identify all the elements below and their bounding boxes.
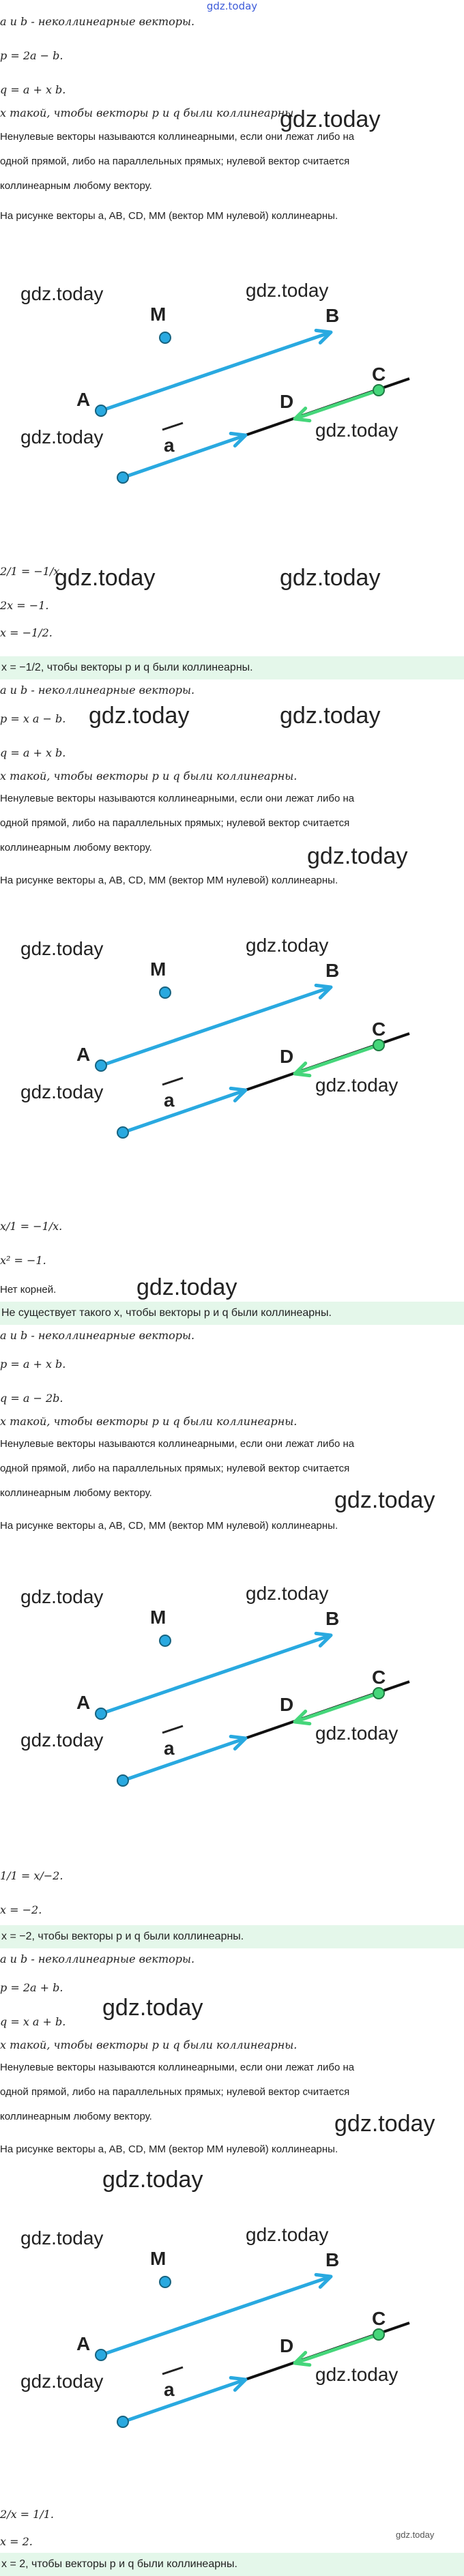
vector-ab-line (101, 987, 331, 1066)
label-d: D (280, 2335, 294, 2356)
vector-figure-1 (0, 259, 464, 573)
p2-definition-1: Ненулевые векторы называются коллинеарными, если они лежат либо на (0, 793, 355, 804)
label-vector-a: a (164, 2379, 175, 2400)
site-title[interactable]: gdz.today (206, 0, 258, 12)
watermark: gdz.today (246, 935, 329, 956)
label-c: C (372, 1019, 386, 1040)
watermark: gdz.today (102, 1995, 203, 2021)
p2-answer: Не существует такого x, чтобы векторы p и q были коллинеарны. (0, 1302, 464, 1325)
label-a: A (76, 1692, 91, 1713)
p1-step-1: 2/1 = −1/x. (0, 565, 63, 578)
p1-picture-note: На рисунке векторы a, AB, CD, MM (вектор MM нулевой) коллинеарны. (0, 210, 338, 222)
watermark: gdz.today (280, 565, 381, 591)
label-vector-a-bar (162, 423, 183, 430)
watermark: gdz.today (396, 2530, 435, 2540)
label-a: A (76, 2333, 91, 2354)
label-c: C (372, 2308, 386, 2329)
point-c (373, 1040, 384, 1051)
p1-definition-2: одной прямой, либо на параллельных прямых; нулевой вектор считается (0, 156, 350, 167)
p4-answer: x = 2, чтобы векторы p и q были коллинеарны. (0, 2553, 464, 2576)
label-m: M (150, 1607, 166, 1628)
p4-step-1: 2/x = 1/1. (0, 2508, 55, 2521)
vector-cd-line (295, 1693, 379, 1722)
watermark: gdz.today (280, 106, 381, 132)
point-c (373, 385, 384, 396)
point-a (96, 1708, 106, 1719)
p3-condition-q: q = a − 2b. (0, 1392, 63, 1405)
p2-picture-note: На рисунке векторы a, AB, CD, MM (вектор MM нулевой) коллинеарны. (0, 875, 338, 886)
p3-answer: x = −2, чтобы векторы p и q были коллинеарны. (0, 1925, 464, 1948)
p3-definition-3: коллинеарным любому вектору. (0, 1487, 152, 1499)
vector-ab-line (101, 2277, 331, 2355)
p4-step-2: x = 2. (0, 2535, 33, 2548)
watermark: gdz.today (20, 1586, 104, 1607)
p4-condition-1: a и b - неколлинеарные векторы. (0, 1952, 195, 1965)
watermark: gdz.today (89, 703, 190, 729)
p4-picture-note: На рисунке векторы a, AB, CD, MM (вектор MM нулевой) коллинеарны. (0, 2143, 338, 2155)
p3-step-2: x = −2. (0, 1903, 42, 1916)
vector-figure-3 (0, 1562, 464, 1876)
watermark: gdz.today (20, 1081, 104, 1102)
label-c: C (372, 1667, 386, 1688)
watermark: gdz.today (20, 938, 104, 959)
label-b: B (325, 1608, 340, 1629)
vector-figure-2 (0, 914, 464, 1228)
watermark: gdz.today (334, 1487, 435, 1513)
label-m: M (150, 2248, 166, 2269)
p2-condition-q: q = a + x b. (0, 746, 66, 759)
label-vector-a-bar (162, 2367, 183, 2374)
p4-condition-p: p = 2a + b. (0, 1981, 63, 1994)
point-m (160, 1635, 171, 1646)
p2-step-1: x/1 = −1/x. (0, 1220, 63, 1233)
watermark: gdz.today (20, 426, 104, 448)
p2-step-3: Нет корней. (0, 1284, 57, 1296)
p1-condition-p: p = 2a − b. (0, 49, 63, 62)
watermark: gdz.today (315, 1723, 398, 1744)
label-vector-a-bar (162, 1726, 183, 1733)
p2-condition-1: a и b - неколлинеарные векторы. (0, 684, 195, 697)
watermark: gdz.today (55, 565, 156, 591)
p1-condition-q: q = a + x b. (0, 83, 66, 96)
p1-step-2: 2x = −1. (0, 599, 49, 612)
p3-step-1: 1/1 = x/−2. (0, 1869, 63, 1882)
point-m (160, 987, 171, 998)
label-vector-a: a (164, 435, 175, 456)
p2-step-2: x² = −1. (0, 1254, 46, 1267)
vector-cd-line (295, 2334, 379, 2363)
label-b: B (325, 2249, 340, 2270)
p4-definition-1: Ненулевые векторы называются коллинеарными, если они лежат либо на (0, 2062, 355, 2073)
p4-condition-q: q = x a + b. (0, 2015, 66, 2028)
vector-a-line (123, 1090, 246, 1132)
watermark: gdz.today (246, 280, 329, 301)
point-c (373, 1688, 384, 1699)
watermark: gdz.today (315, 420, 398, 441)
point-a (96, 2350, 106, 2360)
watermark: gdz.today (280, 703, 381, 729)
point-m (160, 332, 171, 343)
p3-condition-x: x такой, чтобы векторы p и q были коллинеарны. (0, 1415, 298, 1428)
watermark: gdz.today (20, 2371, 104, 2392)
label-d: D (280, 1694, 294, 1715)
p1-definition-3: коллинеарным любому вектору. (0, 180, 152, 192)
vector-cd-line (295, 1045, 379, 1074)
watermark: gdz.today (20, 2227, 104, 2249)
watermark: gdz.today (334, 2111, 435, 2137)
p3-definition-2: одной прямой, либо на параллельных прямых; нулевой вектор считается (0, 1463, 350, 1474)
label-c: C (372, 364, 386, 385)
watermark: gdz.today (307, 843, 408, 869)
watermark: gdz.today (315, 2364, 398, 2385)
p1-condition-1: a и b - неколлинеарные векторы. (0, 15, 195, 28)
p4-definition-3: коллинеарным любому вектору. (0, 2111, 152, 2122)
point-a (96, 405, 106, 416)
label-a: A (76, 389, 91, 410)
vector-a-start-point (117, 2416, 128, 2427)
watermark: gdz.today (20, 1729, 104, 1751)
point-m (160, 2277, 171, 2287)
p2-condition-x: x такой, чтобы векторы p и q были коллинеарны. (0, 770, 298, 782)
vector-a-start-point (117, 1775, 128, 1786)
label-vector-a: a (164, 1738, 175, 1759)
vector-a-line (123, 2380, 246, 2422)
vector-a-line (123, 1738, 246, 1781)
p4-condition-x: x такой, чтобы векторы p и q были коллинеарны. (0, 2038, 298, 2051)
vector-a-start-point (117, 1127, 128, 1138)
watermark: gdz.today (246, 2224, 329, 2245)
watermark: gdz.today (20, 283, 104, 304)
label-a: A (76, 1044, 91, 1065)
label-b: B (325, 960, 340, 981)
p2-definition-3: коллинеарным любому вектору. (0, 842, 152, 853)
p1-definition-1: Ненулевые векторы называются коллинеарными, если они лежат либо на (0, 131, 355, 143)
p1-step-3: x = −1/2. (0, 626, 53, 639)
p4-definition-2: одной прямой, либо на параллельных прямых; нулевой вектор считается (0, 2086, 350, 2098)
p1-condition-x: x такой, чтобы векторы p и q были коллинеарны. (0, 106, 298, 119)
watermark: gdz.today (102, 2167, 203, 2193)
watermark: gdz.today (246, 1583, 329, 1604)
p1-answer: x = −1/2, чтобы векторы p и q были коллинеарны. (0, 656, 464, 679)
p2-condition-p: p = x a − b. (0, 712, 66, 725)
label-d: D (280, 1046, 294, 1067)
label-b: B (325, 305, 340, 326)
p3-definition-1: Ненулевые векторы называются коллинеарными, если они лежат либо на (0, 1438, 355, 1450)
watermark: gdz.today (315, 1074, 398, 1096)
watermark: gdz.today (136, 1274, 237, 1300)
p2-definition-2: одной прямой, либо на параллельных прямых; нулевой вектор считается (0, 817, 350, 829)
label-vector-a: a (164, 1089, 175, 1111)
vector-a-start-point (117, 472, 128, 483)
label-m: M (150, 304, 166, 325)
label-m: M (150, 958, 166, 980)
label-d: D (280, 391, 294, 412)
p3-picture-note: На рисунке векторы a, AB, CD, MM (вектор MM нулевой) коллинеарны. (0, 1520, 338, 1532)
p3-condition-p: p = a + x b. (0, 1358, 66, 1371)
vector-a-line (123, 435, 246, 478)
label-vector-a-bar (162, 1078, 183, 1085)
point-a (96, 1060, 106, 1071)
point-c (373, 2329, 384, 2340)
vector-figure-4 (0, 2204, 464, 2517)
vector-cd-line (295, 390, 379, 419)
vector-ab-line (101, 1635, 331, 1714)
p3-condition-1: a и b - неколлинеарные векторы. (0, 1329, 195, 1342)
vector-ab-line (101, 332, 331, 411)
